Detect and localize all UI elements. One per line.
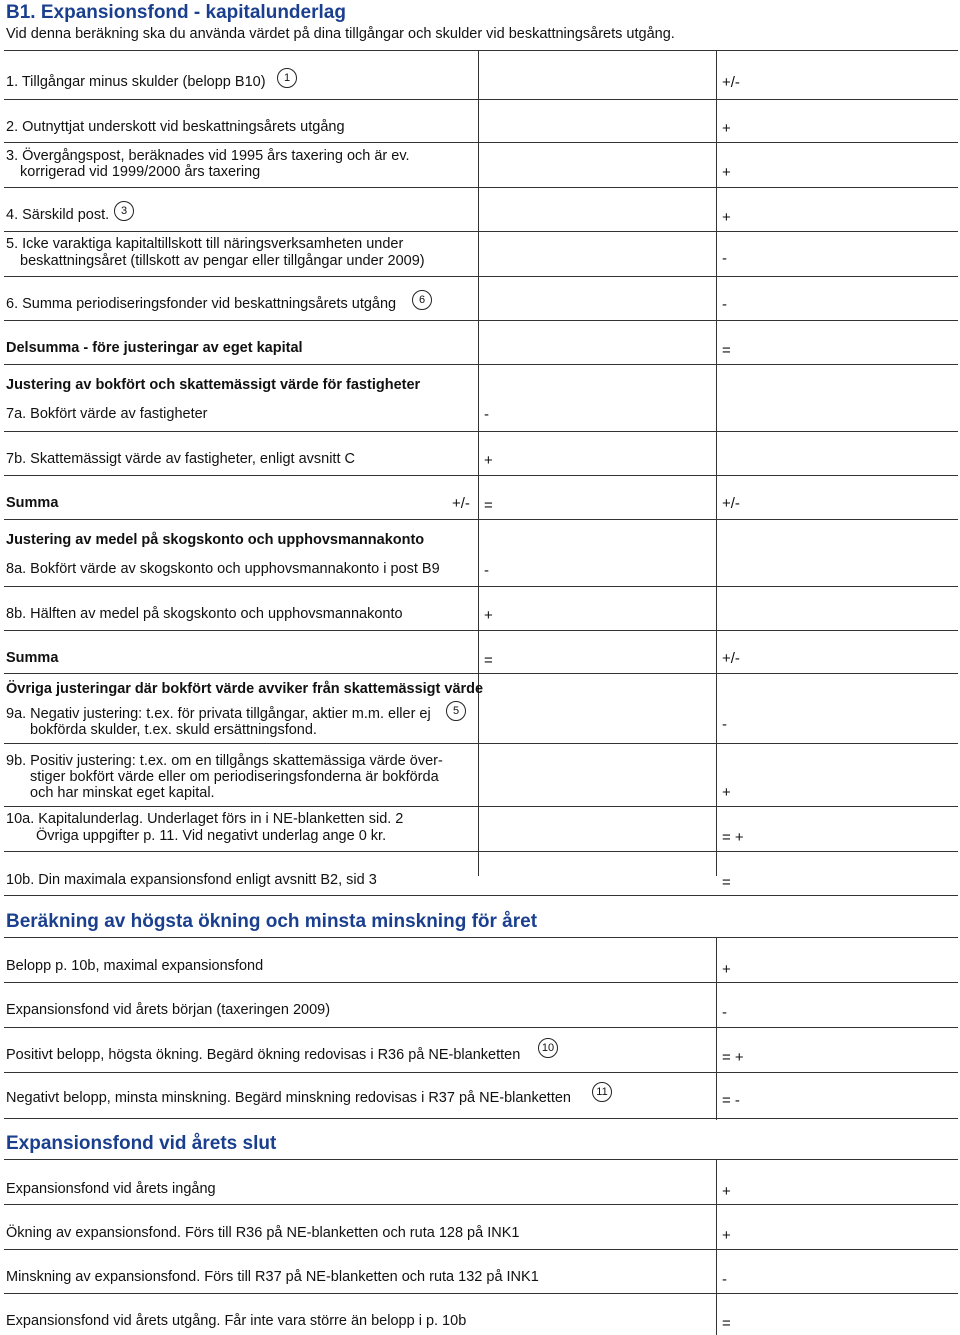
row-3-sign: + [722, 164, 731, 181]
berakning-row-2-label: Expansionsfond vid årets början (taxeringen 2009) [6, 1002, 331, 1018]
row-9a-label-cont: bokförda skulder, t.ex. skuld ersättningsfond. [30, 722, 317, 738]
berakning-column-divider [716, 937, 717, 1120]
row-9b-label-cont: stiger bokfört värde eller om periodiseringsfonderna är bokförda [30, 769, 439, 785]
delsumma-sign: = [722, 342, 731, 359]
badge-1: 1 [277, 68, 297, 88]
row-9a-amount-field[interactable] [740, 700, 954, 740]
skogskonto-heading: Justering av medel på skogskonto och upphovsmannakonto [6, 532, 425, 548]
row-3-amount-field[interactable] [740, 146, 954, 184]
fastigheter-summa-sign-mid: = [484, 497, 493, 514]
row-7a-amount-field[interactable] [500, 396, 712, 428]
berakning-row-2-amount-field[interactable] [740, 985, 954, 1025]
row-5-sign: - [722, 250, 727, 267]
skogskonto-summa-rule [4, 673, 958, 674]
row-5-label: 5. Icke varaktiga kapitaltillskott till näringsverksamheten under [6, 236, 404, 252]
row-7b-rule [4, 475, 958, 476]
row-3-rule [4, 187, 958, 188]
row-3-label: 3. Övergångspost, beräknades vid 1995 års taxering och är ev. [6, 148, 410, 164]
badge-10: 10 [538, 1038, 558, 1058]
row-6-label: 6. Summa periodiseringsfonder vid beskattningsårets utgång [6, 296, 397, 312]
row-2-amount-field[interactable] [740, 102, 954, 140]
slut-row-2-label: Ökning av expansionsfond. Förs till R36 på NE-blanketten och ruta 128 på INK1 [6, 1225, 520, 1241]
row-7b-sign: + [484, 452, 493, 469]
berakning-row-1-rule [4, 982, 958, 983]
row-10a-rule [4, 851, 958, 852]
berakning-row-2-rule [4, 1027, 958, 1028]
row-8b-rule [4, 630, 958, 631]
berakning-row-3-rule [4, 1072, 958, 1073]
berakning-row-4-label: Negativt belopp, minsta minskning. Begärd minskning redovisas i R37 på NE-blanketten [6, 1090, 571, 1106]
row-8a-sign: - [484, 562, 489, 579]
row-10b-label: 10b. Din maximala expansionsfond enligt avsnitt B2, sid 3 [6, 872, 377, 888]
badge-3: 3 [114, 201, 134, 221]
slut-row-1-amount-field[interactable] [740, 1162, 954, 1202]
row-9b-label: 9b. Positiv justering: t.ex. om en tillgångs skattemässiga värde över- [6, 753, 443, 769]
berakning-row-1-amount-field[interactable] [740, 940, 954, 980]
row-6-amount-field[interactable] [740, 279, 954, 317]
skogskonto-summa-sign-right: +/- [722, 650, 740, 667]
slut-row-2-sign: + [722, 1227, 731, 1244]
berakning-row-4-sign: = - [722, 1092, 740, 1109]
slut-row-3-label: Minskning av expansionsfond. Förs till R37 på NE-blanketten och ruta 132 på INK1 [6, 1269, 539, 1285]
row-8b-label: 8b. Hälften av medel på skogskonto och upphovsmannakonto [6, 606, 403, 622]
delsumma-rule [4, 364, 958, 365]
row-4-label: 4. Särskild post. [6, 207, 110, 223]
berakning-row-2-sign: - [722, 1004, 727, 1021]
row-8a-amount-field[interactable] [500, 552, 712, 584]
slut-row-4-sign: = [722, 1315, 731, 1332]
badge-6: 6 [412, 290, 432, 310]
slut-row-1-rule [4, 1204, 958, 1205]
badge-5: 5 [446, 701, 466, 721]
row-6-sign: - [722, 296, 727, 313]
slut-row-4-label: Expansionsfond vid årets utgång. Får inte vara större än belopp i p. 10b [6, 1313, 467, 1329]
row-9b-label-cont2: och har minskat eget kapital. [30, 785, 215, 801]
row-9b-sign: + [722, 784, 731, 801]
row-1-rule [4, 99, 958, 100]
row-1-sign: +/- [722, 74, 740, 91]
row-5-amount-field[interactable] [740, 234, 954, 274]
berakning-row-3-sign: = + [722, 1049, 744, 1066]
row-9b-rule [4, 806, 958, 807]
badge-11: 11 [592, 1082, 612, 1102]
fastigheter-summa-mid-field[interactable] [500, 478, 712, 516]
column-divider-right [716, 50, 717, 876]
row-2-sign: + [722, 120, 731, 137]
row-10a-label: 10a. Kapitalunderlag. Underlaget förs in i NE-blanketten sid. 2 [6, 811, 404, 827]
fastigheter-summa-rule [4, 519, 958, 520]
ovriga-heading: Övriga justeringar där bokfört värde avviker från skattemässigt värde [6, 681, 484, 697]
row-10b-sign: = [722, 874, 731, 891]
row-10b-amount-field[interactable] [740, 854, 954, 892]
row-6-rule [4, 320, 958, 321]
row-7a-sign: - [484, 406, 489, 423]
top-rule [4, 50, 958, 51]
row-10a-sign: = + [722, 829, 744, 846]
row-2-rule [4, 142, 958, 143]
delsumma-amount-field[interactable] [740, 323, 954, 361]
row-7a-label: 7a. Bokfört värde av fastigheter [6, 406, 208, 422]
row-2-label: 2. Outnyttjat underskott vid beskattningsårets utgång [6, 119, 345, 135]
row-4-sign: + [722, 209, 731, 226]
row-1-label: 1. Tillgångar minus skulder (belopp B10) [6, 74, 266, 90]
berakning-row-1-sign: + [722, 961, 731, 978]
section-title-b1: B1. Expansionsfond - kapitalunderlag [6, 2, 346, 23]
row-4-rule [4, 231, 958, 232]
row-3-label-cont: korrigerad vid 1999/2000 års taxering [20, 164, 261, 180]
slut-row-2-rule [4, 1249, 958, 1250]
delsumma-label: Delsumma - före justeringar av eget kapital [6, 340, 303, 356]
row-1-amount-field[interactable] [740, 54, 954, 94]
skogskonto-summa-mid-field[interactable] [500, 633, 712, 669]
row-7a-rule [4, 431, 958, 432]
row-10a-label-cont: Övriga uppgifter p. 11. Vid negativt underlag ange 0 kr. [36, 828, 387, 844]
row-7b-amount-field[interactable] [500, 434, 712, 472]
slut-row-1-label: Expansionsfond vid årets ingång [6, 1181, 216, 1197]
skogskonto-summa-sign-mid: = [484, 652, 493, 669]
berakning-row-4-rule [4, 1118, 958, 1119]
row-8b-sign: + [484, 607, 493, 624]
skogskonto-summa-amount-field[interactable] [740, 633, 954, 669]
row-8b-amount-field[interactable] [500, 589, 712, 627]
berakning-row-3-label: Positivt belopp, högsta ökning. Begärd ökning redovisas i R36 på NE-blanketten [6, 1047, 521, 1063]
row-9a-label: 9a. Negativ justering: t.ex. för privata tillgångar, aktier m.m. eller ej [6, 706, 431, 722]
berakning-row-1-label: Belopp p. 10b, maximal expansionsfond [6, 958, 264, 974]
section-intro: Vid denna beräkning ska du använda värdet på dina tillgångar och skulder vid beskattningsårets utgång. [6, 26, 675, 42]
section-title-berakning: Beräkning av högsta ökning och minsta minskning för året [6, 911, 538, 932]
fastigheter-heading: Justering av bokfört och skattemässigt värde för fastigheter [6, 377, 421, 393]
berakning-row-3-amount-field[interactable] [752, 1030, 954, 1070]
section-title-slut: Expansionsfond vid årets slut [6, 1133, 277, 1154]
slut-row-1-sign: + [722, 1183, 731, 1200]
row-5-rule [4, 276, 958, 277]
row-7b-label: 7b. Skattemässigt värde av fastigheter, enligt avsnitt C [6, 451, 355, 467]
slut-row-3-rule [4, 1293, 958, 1294]
row-10b-rule [4, 895, 958, 896]
row-8a-label: 8a. Bokfört värde av skogskonto och upphovsmannakonto i post B9 [6, 561, 440, 577]
column-divider-left [478, 50, 479, 876]
slut-row-3-amount-field[interactable] [740, 1252, 954, 1292]
berakning-top-rule [4, 937, 958, 938]
skogskonto-summa-label: Summa [6, 650, 59, 666]
slut-row-3-sign: - [722, 1271, 727, 1288]
row-4-amount-field[interactable] [740, 190, 954, 228]
row-9a-rule [4, 743, 958, 744]
fastigheter-summa-sign-left: +/- [452, 495, 470, 512]
slut-row-4-amount-field[interactable] [740, 1296, 954, 1334]
fastigheter-summa-amount-field[interactable] [740, 478, 954, 516]
berakning-row-4-amount-field[interactable] [752, 1075, 954, 1115]
row-8a-rule [4, 586, 958, 587]
row-5-label-cont: beskattningsåret (tillskott av pengar eller tillgångar under 2009) [20, 253, 425, 269]
slut-row-2-amount-field[interactable] [740, 1207, 954, 1247]
slut-column-divider [716, 1159, 717, 1335]
fastigheter-summa-sign-right: +/- [722, 495, 740, 512]
slut-top-rule [4, 1159, 958, 1160]
row-9a-sign: - [722, 716, 727, 733]
fastigheter-summa-label: Summa [6, 495, 59, 511]
row-9b-amount-field[interactable] [740, 746, 954, 804]
row-10a-amount-field[interactable] [752, 809, 954, 849]
